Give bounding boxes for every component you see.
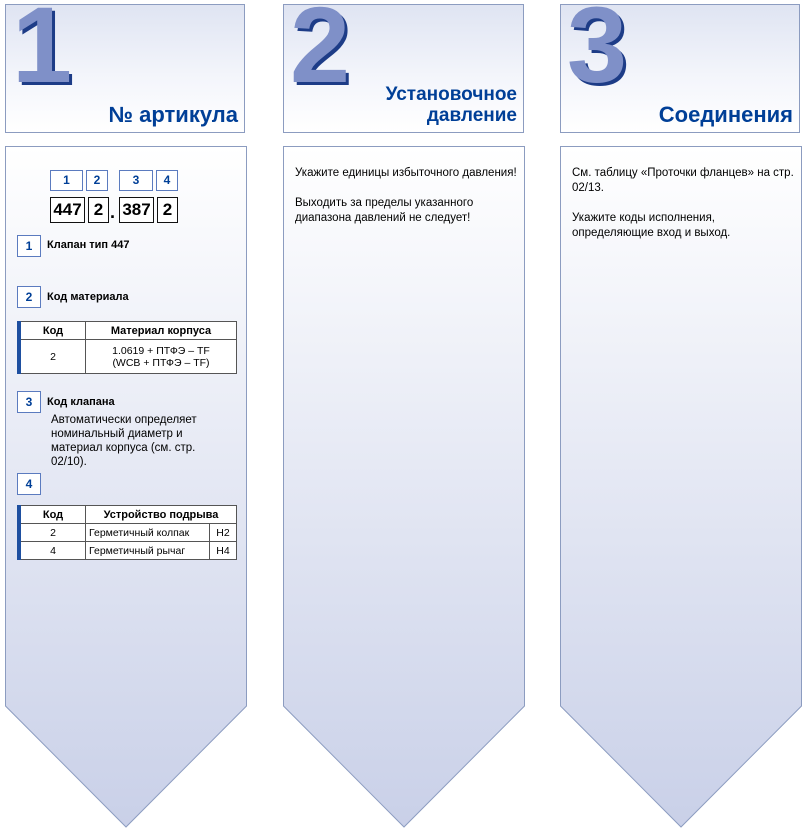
code-value-2: 2 [88,197,109,223]
cell-code: 4 [21,542,86,560]
cell-material-line2: (WCB + ПТФЭ – TF) [112,356,210,369]
section-text-valve-code: Автоматически определяет номинальный диаметр и материал корпуса (см. стр. 02/10). [51,414,197,468]
column-header-code: Код [21,506,86,524]
section-number-1: 1 [17,235,41,257]
text-paragraph-units: Укажите единицы избыточного давления! [295,167,517,179]
header-number: 3 [567,0,626,105]
cell-code: 2 [21,524,86,542]
cell-abbr: H4 [210,542,237,560]
table-row [18,542,237,560]
section-title-valve-code: Код клапана [47,396,115,408]
text-paragraph-range: Выходить за пределы указанного диапазона давлений не следует! [295,197,474,224]
code-value-1: 447 [50,197,85,223]
code-index-2: 2 [86,170,108,191]
header-connections [560,0,800,133]
column-header-device: Устройство подрыва [86,506,237,524]
code-separator: . [110,202,116,222]
section-title-valve-type: Клапан тип 447 [47,239,130,251]
section-number-4: 4 [17,473,41,495]
column-header-material: Материал корпуса [86,322,237,340]
column-header-code: Код [21,322,86,340]
header-order-number [5,0,245,133]
cell-device: Герметичный рычаг [86,542,210,560]
header-title: № артикула [108,102,238,127]
table-header-row [18,506,237,524]
header-number: 1 [12,0,71,105]
arrow-panel [283,146,525,828]
section-title-material-code: Код материала [47,291,129,303]
text-paragraph-codes: Укажите коды исполнения, определяющие вход и выход. [572,212,731,239]
column-order-number [5,146,247,828]
material-table [17,321,237,374]
section-number-2: 2 [17,286,41,308]
header-title: Соединения [658,102,793,127]
code-value-3: 387 [119,197,154,223]
code-index-3: 3 [119,170,153,191]
header-title-line2: давление [426,105,517,126]
column-text [572,166,794,256]
header-set-pressure [283,0,524,133]
cell-abbr: H2 [210,524,237,542]
table-header-row [18,322,237,340]
header-number: 2 [290,0,349,105]
table-row [18,340,237,374]
cell-material-line1: 1.0619 + ПТФЭ – TF [112,344,210,357]
table-row [18,524,237,542]
code-value-4: 2 [157,197,178,223]
header-title [386,84,517,126]
cell-material [86,340,237,374]
code-index-1: 1 [50,170,83,191]
header-title-line1: Установочное [385,84,517,105]
code-index-4: 4 [156,170,178,191]
column-text [295,166,517,241]
column-set-pressure [283,146,525,828]
cell-code: 2 [21,340,86,374]
cell-device: Герметичный колпак [86,524,210,542]
text-paragraph-flanges: См. таблицу «Проточки фланцев» на стр. 02/13. [572,167,794,194]
section-number-3: 3 [17,391,41,413]
lever-table [17,505,237,560]
column-connections [560,146,802,828]
